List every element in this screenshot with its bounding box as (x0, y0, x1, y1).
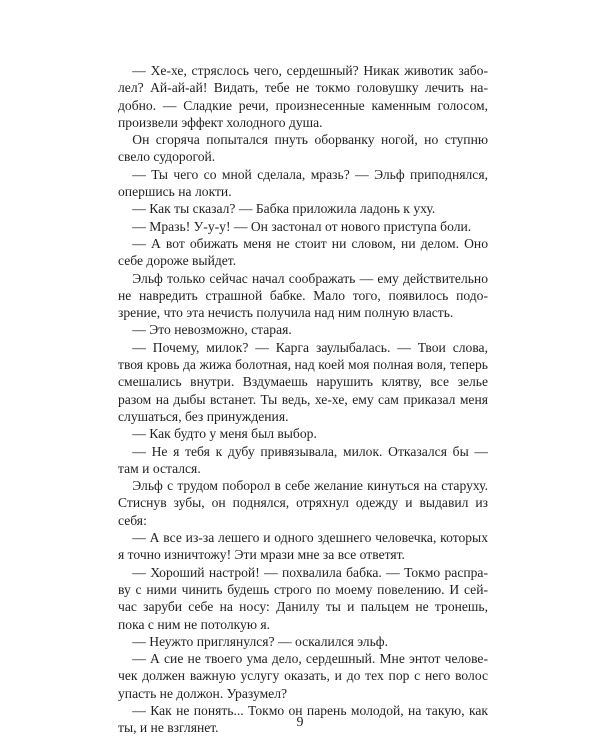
paragraph-16: — А сие не твоего ума дело, сердешный. Мне энтот человечек должен важную услугу оказать, и до тех пор с него волос упасть не должон. Уразумел? (118, 651, 488, 701)
paragraph-12: Эльф с трудом поборол в себе желание кинуться на старуху. Стиснув зубы, он поднялся, отряхнул одежду и выдавил из себя: (118, 478, 488, 528)
text-body (118, 62, 488, 737)
paragraph-9: — Почему, милок? — Карга заулыбалась. — Твои слова, твоя кровь да жижа болотная, над коей моя полная воля, теперь смешались внутри. Вздумаешь нарушить клятву, все зелье разом на дыбы встанет. Ты ведь, хе-хе, ему сам приказал меня слушаться, без принуждения. (118, 339, 488, 424)
paragraph-11: — Не я тебя к дубу привязывала, милок. Отказался бы — там и остался. (118, 443, 488, 476)
paragraph-7: Эльф только сейчас начал соображать — ему действительно не навредить страшной бабке. Мало того, появилось подозрение, что эта нечисть получила над ним полную власть. (118, 270, 488, 321)
paragraph-5: — Мразь! У-у-у! — Он застонал от нового приступа боли. (132, 218, 472, 234)
paragraph-8: — Это невозможно, старая. (132, 322, 292, 338)
paragraph-17: — Как не понять... Токмо он парень молодой, на такую, как ты, и не взглянет. (118, 702, 488, 736)
paragraph-13: — А все из-за лешего и одного здешнего человечка, которых я точно изничтожу! Эти мрази мне за все ответят. (118, 530, 488, 563)
paragraph-6: — А вот обижать меня не стоит ни словом, ни делом. Оно себе дороже выйдет. (118, 235, 488, 269)
page-number: 9 (296, 715, 304, 730)
paragraph-14: — Хороший настрой! — похвалила бабка. — Токмо расправу с ними чинить будешь строго по моему повелению. И сейчас заруби себе на носу: Данилу ты и пальцем не тронешь, пока с ним не потолкую я. (118, 564, 488, 632)
paragraph-4: — Как ты сказал? — Бабка приложила ладонь к уху. (132, 201, 436, 217)
paragraph-2: Он сгоряча попытался пнуть оборванку ногой, но ступню свело судорогой. (118, 132, 488, 165)
paragraph-10: — Как будто у меня был выбор. (132, 426, 317, 442)
paragraph-1: — Хе-хе, стряслось чего, сердешный? Никак животик заболел? Ай-ай-ай! Видать, тебе не токмо головушку лечить надобно. — Сладкие речи, произнесенные каменным голосом, произвели эффект холодного душа. (118, 63, 488, 130)
paragraph-3: — Ты чего со мной сделала, мразь? — Эльф приподнялся, опершись на локти. (118, 166, 488, 200)
paragraph-15: — Неужто приглянулся? — оскалился эльф. (132, 633, 388, 649)
